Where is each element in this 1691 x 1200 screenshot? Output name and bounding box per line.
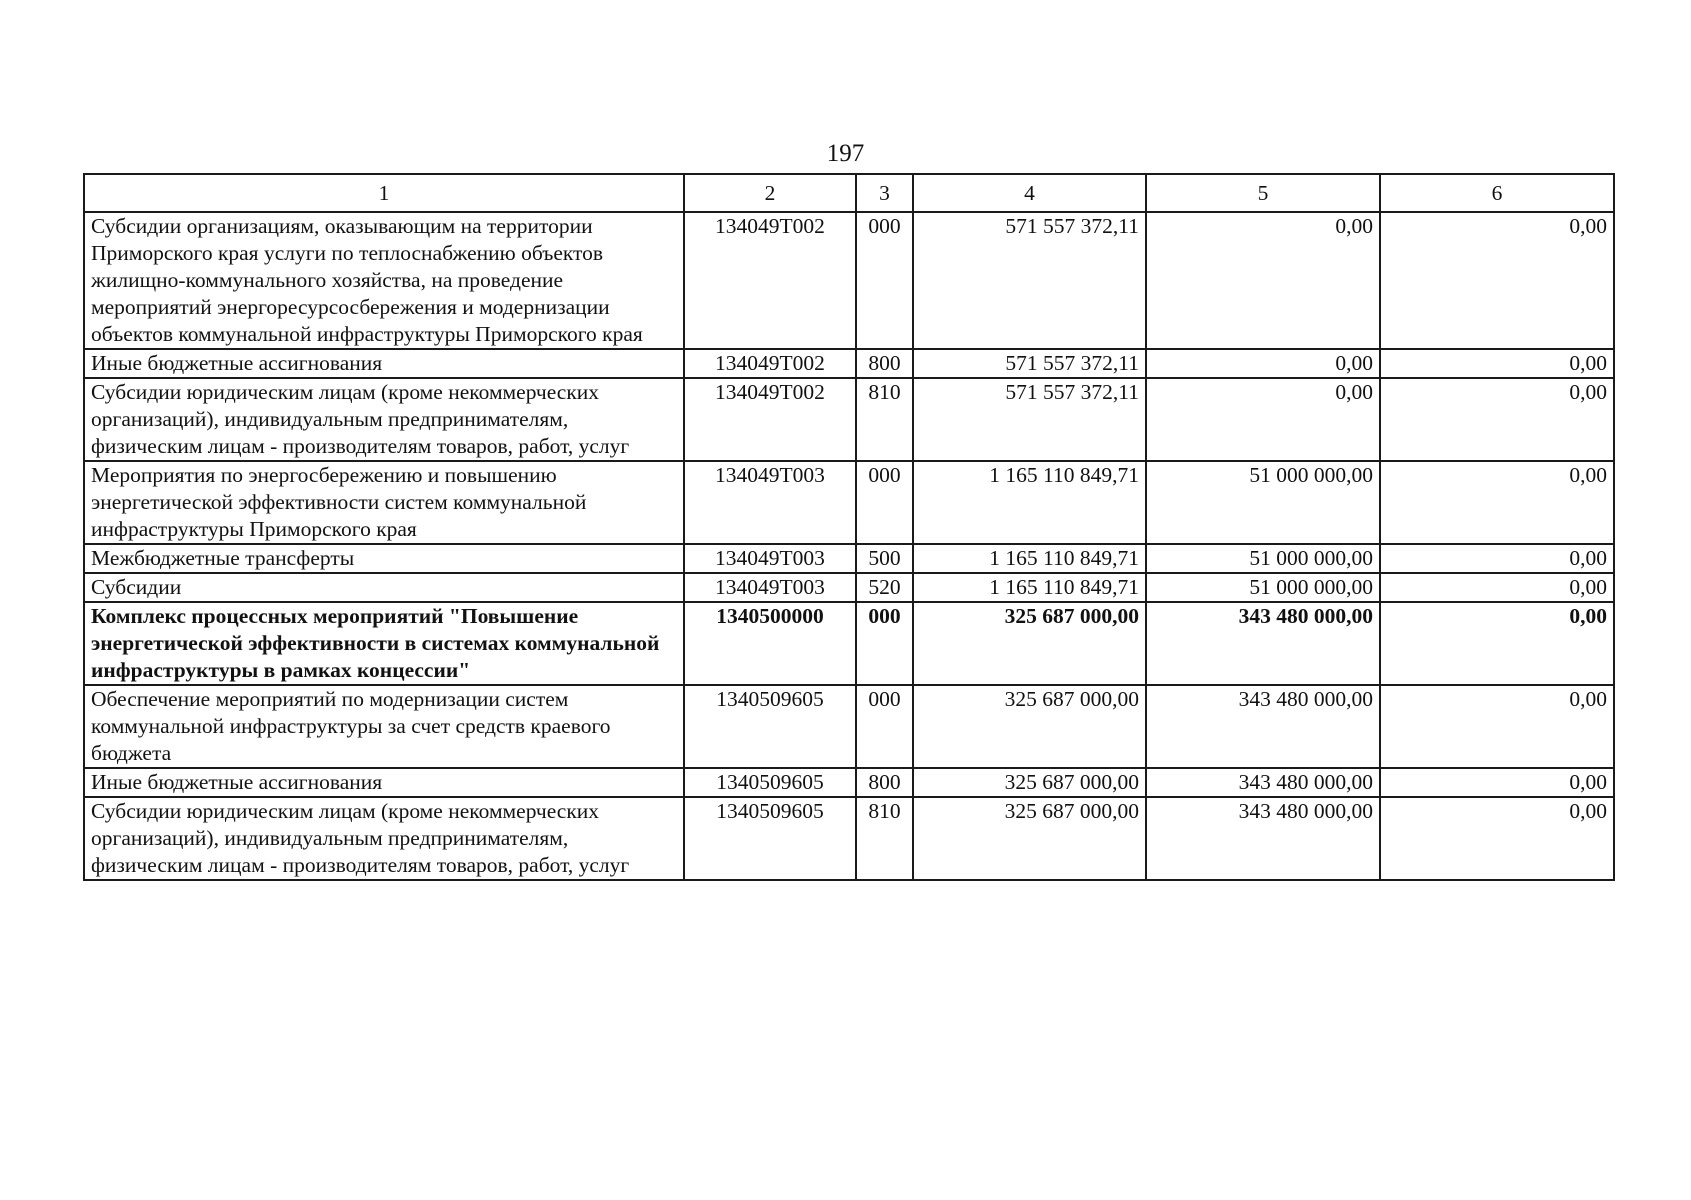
expense-type-code-cell: 800: [856, 768, 913, 797]
target-article-code-cell: 134049T002: [684, 212, 856, 349]
amount-column-6-cell: 0,00: [1380, 349, 1614, 378]
budget-table: [83, 173, 1615, 881]
row-name-cell: Мероприятия по энергосбережению и повышению энергетической эффективности систем коммунальной инфраструктуры Приморского края: [84, 461, 684, 544]
amount-column-6-cell: 0,00: [1380, 685, 1614, 768]
column-header-5: 5: [1146, 174, 1380, 212]
row-name-cell: Субсидии организациям, оказывающим на территории Приморского края услуги по теплоснабжению объектов жилищно-коммунального хозяйства, на проведение мероприятий энергоресурсосбережения и модернизации объектов коммунальной инфраструктуры Приморского края: [84, 212, 684, 349]
expense-type-code-cell: 520: [856, 573, 913, 602]
target-article-code-cell: 134049T003: [684, 544, 856, 573]
amount-column-4-cell: 1 165 110 849,71: [913, 544, 1146, 573]
amount-column-4-cell: 571 557 372,11: [913, 378, 1146, 461]
target-article-code-cell: 1340509605: [684, 768, 856, 797]
table-body: [84, 212, 1614, 880]
row-name-cell: Иные бюджетные ассигнования: [84, 349, 684, 378]
amount-column-6-cell: 0,00: [1380, 461, 1614, 544]
amount-column-5-cell: 343 480 000,00: [1146, 797, 1380, 880]
expense-type-code-cell: 000: [856, 461, 913, 544]
table-row: [84, 602, 1614, 685]
amount-column-6-cell: 0,00: [1380, 573, 1614, 602]
table-row: [84, 212, 1614, 349]
amount-column-5-cell: 0,00: [1146, 349, 1380, 378]
target-article-code-cell: 134049T003: [684, 461, 856, 544]
target-article-code-cell: 134049T003: [684, 573, 856, 602]
column-header-3: 3: [856, 174, 913, 212]
target-article-code-cell: 1340509605: [684, 797, 856, 880]
amount-column-5-cell: 0,00: [1146, 212, 1380, 349]
table-row: [84, 349, 1614, 378]
amount-column-6-cell: 0,00: [1380, 378, 1614, 461]
expense-type-code-cell: 000: [856, 602, 913, 685]
amount-column-4-cell: 325 687 000,00: [913, 797, 1146, 880]
amount-column-6-cell: 0,00: [1380, 544, 1614, 573]
amount-column-5-cell: 51 000 000,00: [1146, 544, 1380, 573]
amount-column-4-cell: 571 557 372,11: [913, 212, 1146, 349]
amount-column-5-cell: 51 000 000,00: [1146, 461, 1380, 544]
expense-type-code-cell: 810: [856, 378, 913, 461]
row-name-cell: Иные бюджетные ассигнования: [84, 768, 684, 797]
expense-type-code-cell: 000: [856, 212, 913, 349]
table-row: [84, 544, 1614, 573]
amount-column-6-cell: 0,00: [1380, 797, 1614, 880]
amount-column-4-cell: 325 687 000,00: [913, 768, 1146, 797]
column-number-row: [84, 174, 1614, 212]
amount-column-5-cell: 343 480 000,00: [1146, 602, 1380, 685]
row-name-cell: Межбюджетные трансферты: [84, 544, 684, 573]
expense-type-code-cell: 800: [856, 349, 913, 378]
expense-type-code-cell: 000: [856, 685, 913, 768]
column-header-4: 4: [913, 174, 1146, 212]
target-article-code-cell: 134049T002: [684, 378, 856, 461]
amount-column-4-cell: 325 687 000,00: [913, 685, 1146, 768]
row-name-cell: Комплекс процессных мероприятий "Повышение энергетической эффективности в системах коммунальной инфраструктуры в рамках концессии": [84, 602, 684, 685]
table-row: [84, 461, 1614, 544]
amount-column-6-cell: 0,00: [1380, 602, 1614, 685]
row-name-cell: Обеспечение мероприятий по модернизации систем коммунальной инфраструктуры за счет средств краевого бюджета: [84, 685, 684, 768]
row-name-cell: Субсидии юридическим лицам (кроме некоммерческих организаций), индивидуальным предпринимателям, физическим лицам - производителям товаров, работ, услуг: [84, 378, 684, 461]
target-article-code-cell: 134049T002: [684, 349, 856, 378]
table-row: [84, 573, 1614, 602]
amount-column-5-cell: 0,00: [1146, 378, 1380, 461]
amount-column-6-cell: 0,00: [1380, 768, 1614, 797]
row-name-cell: Субсидии: [84, 573, 684, 602]
amount-column-5-cell: 343 480 000,00: [1146, 768, 1380, 797]
amount-column-4-cell: 1 165 110 849,71: [913, 461, 1146, 544]
table-row: [84, 685, 1614, 768]
amount-column-4-cell: 571 557 372,11: [913, 349, 1146, 378]
target-article-code-cell: 1340509605: [684, 685, 856, 768]
column-header-6: 6: [1380, 174, 1614, 212]
column-header-2: 2: [684, 174, 856, 212]
table-row: [84, 378, 1614, 461]
table-row: [84, 768, 1614, 797]
target-article-code-cell: 1340500000: [684, 602, 856, 685]
amount-column-5-cell: 51 000 000,00: [1146, 573, 1380, 602]
amount-column-4-cell: 1 165 110 849,71: [913, 573, 1146, 602]
column-header-1: 1: [84, 174, 684, 212]
table-row: [84, 797, 1614, 880]
page-number: 197: [826, 140, 865, 167]
expense-type-code-cell: 810: [856, 797, 913, 880]
expense-type-code-cell: 500: [856, 544, 913, 573]
amount-column-5-cell: 343 480 000,00: [1146, 685, 1380, 768]
amount-column-6-cell: 0,00: [1380, 212, 1614, 349]
row-name-cell: Субсидии юридическим лицам (кроме некоммерческих организаций), индивидуальным предпринимателям, физическим лицам - производителям товаров, работ, услуг: [84, 797, 684, 880]
amount-column-4-cell: 325 687 000,00: [913, 602, 1146, 685]
